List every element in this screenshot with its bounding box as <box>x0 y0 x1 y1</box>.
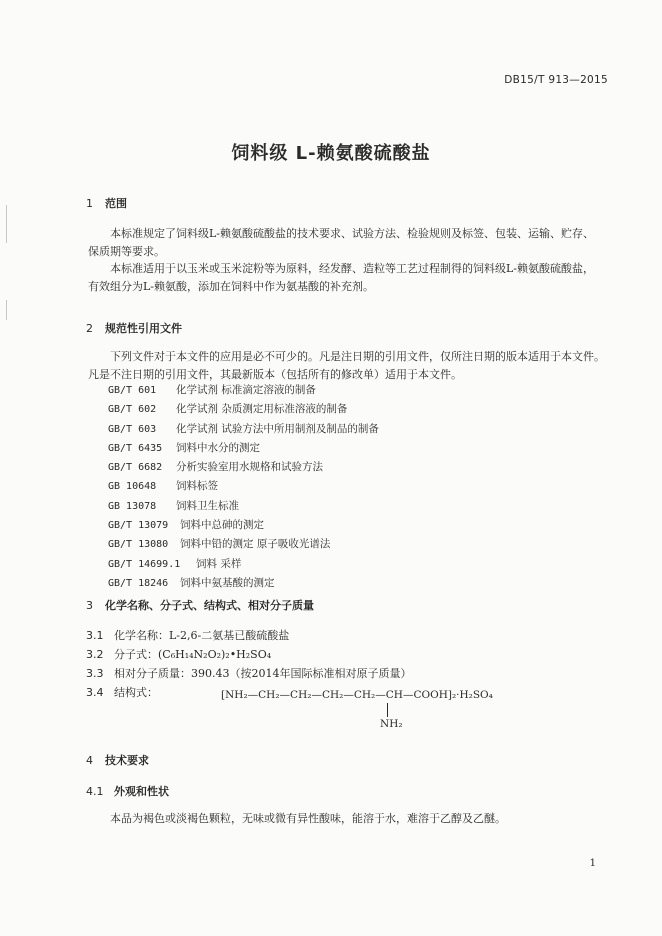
page-number: 1 <box>589 858 596 869</box>
section-heading-technical <box>86 752 149 768</box>
structural-formula: [NH₂—CH₂—CH₂—CH₂—CH₂—CH—COOH]₂·H₂SO₄ <box>221 689 493 701</box>
reference-item <box>108 574 379 593</box>
scope-p2-line1: 本标准适用于以玉米或玉米淀粉等为原料，经发酵、造粒等工艺过程制得的饲料级L-赖氨酸硫酸盐， <box>110 262 595 275</box>
reference-list <box>108 381 379 593</box>
clause-text: 化学名称：L-2,6-二氨基已酸硫酸盐 <box>114 629 290 642</box>
reference-code: GB/T 13080 <box>108 539 169 551</box>
clause-number: 3.4 <box>86 686 104 699</box>
standard-code: DB15/T 913—2015 <box>504 74 608 86</box>
normative-intro-line1: 下列文件对于本文件的应用是必不可少的。凡是注日期的引用文件，仅所注日期的版本适用于本文件。 <box>110 350 605 363</box>
section-heading-scope <box>86 195 127 211</box>
scan-artifact <box>6 300 7 320</box>
reference-code: GB/T 13079 <box>108 520 169 532</box>
section-number: 3 <box>86 599 93 612</box>
appearance-text: 本品为褐色或淡褐色颗粒，无味或微有异性酸味，能溶于水，难溶于乙醇及乙醚。 <box>110 812 506 825</box>
section-heading-appearance <box>86 783 169 799</box>
reference-item <box>108 535 379 554</box>
clause-text: 结构式： <box>114 686 158 699</box>
clause-text: 分子式：(C₆H₁₄N₂O₂)₂•H₂SO₄ <box>114 648 272 661</box>
section-title: 化学名称、分子式、结构式、相对分子质量 <box>105 599 314 612</box>
document-title: 饲料级 L-赖氨酸硫酸盐 <box>231 143 431 164</box>
reference-code: GB 10648 <box>108 481 157 493</box>
reference-item <box>108 497 379 516</box>
molecular-formula-line <box>86 646 271 662</box>
section-number: 1 <box>86 197 93 210</box>
clause-text: 相对分子质量：390.43（按2014年国际标准相对原子质量） <box>114 667 412 680</box>
reference-item <box>108 439 379 458</box>
section-title: 范围 <box>105 197 127 210</box>
reference-name: 饲料中水分的测定 <box>176 441 260 454</box>
reference-name: 化学试剂 试验方法中所用制剂及制品的制备 <box>176 422 379 435</box>
scope-p1-line2: 保质期等要求。 <box>88 244 165 258</box>
section-title: 技术要求 <box>105 754 149 767</box>
reference-name: 化学试剂 杂质测定用标准溶液的制备 <box>176 403 348 416</box>
reference-name: 饲料卫生标准 <box>176 499 239 512</box>
reference-name: 饲料中氨基酸的测定 <box>180 576 275 589</box>
scope-p2-line2: 有效组分为L-赖氨酸，添加在饲料中作为氨基酸的补充剂。 <box>88 279 375 293</box>
section-number: 4 <box>86 754 93 767</box>
scan-artifact <box>6 205 7 243</box>
reference-code: GB/T 18246 <box>108 577 169 589</box>
reference-code: GB/T 602 <box>108 404 157 416</box>
reference-name: 饲料 采样 <box>196 557 242 570</box>
reference-name: 分析实验室用水规格和试验方法 <box>176 461 323 474</box>
structural-formula-label <box>86 684 158 700</box>
section-heading-normative <box>86 320 182 336</box>
clause-number: 3.2 <box>86 648 104 661</box>
reference-name: 饲料中总砷的测定 <box>180 519 264 532</box>
molecular-weight-line <box>86 665 411 681</box>
reference-code: GB/T 14699.1 <box>108 558 181 570</box>
section-number: 2 <box>86 322 93 335</box>
chemical-name-line <box>86 627 289 643</box>
reference-item <box>108 381 379 400</box>
section-number: 4.1 <box>86 785 104 798</box>
scope-p1-line1: 本标准规定了饲料级L-赖氨酸硫酸盐的技术要求、试验方法、检验规则及标签、包装、运输、贮存、 <box>110 227 595 240</box>
reference-code: GB/T 6435 <box>108 442 163 454</box>
reference-item <box>108 458 379 477</box>
reference-code: GB/T 603 <box>108 423 157 435</box>
scope-paragraphs <box>88 225 594 295</box>
reference-item <box>108 555 379 574</box>
reference-code: GB/T 601 <box>108 385 157 396</box>
reference-item <box>108 477 379 496</box>
reference-name: 饲料中铅的测定 原子吸收光谱法 <box>180 538 331 551</box>
reference-item <box>108 400 379 419</box>
normative-intro-line2: 凡是不注日期的引用文件，其最新版本（包括所有的修改单）适用于本文件。 <box>88 367 462 381</box>
formula-bond-line <box>387 703 388 717</box>
reference-name: 化学试剂 标准滴定溶液的制备 <box>176 384 316 396</box>
reference-item <box>108 420 379 439</box>
section-title: 外观和性状 <box>114 785 169 798</box>
reference-name: 饲料标签 <box>176 480 218 493</box>
reference-code: GB/T 6682 <box>108 462 163 474</box>
section-heading-chemical <box>86 597 314 613</box>
section-title: 规范性引用文件 <box>105 322 182 335</box>
reference-item <box>108 516 379 535</box>
clause-number: 3.3 <box>86 667 104 680</box>
formula-amino-group: NH₂ <box>380 718 403 730</box>
normative-intro <box>88 348 605 383</box>
clause-number: 3.1 <box>86 629 104 642</box>
reference-code: GB 13078 <box>108 500 157 512</box>
